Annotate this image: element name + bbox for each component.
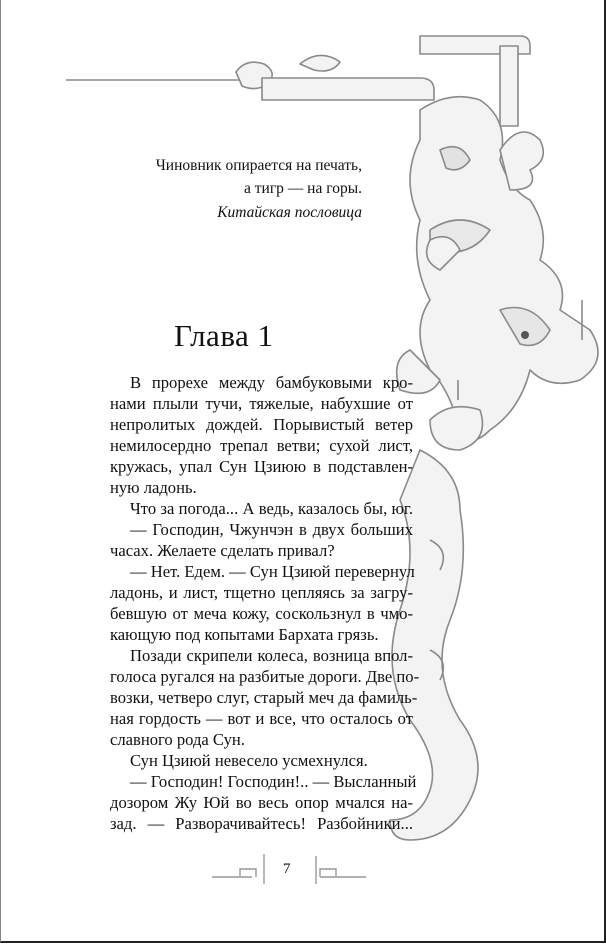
- text-line: бевшую от меча кожу, соскользнул в чмо-: [110, 604, 413, 623]
- text-line: Позади скрипели колеса, возница впол-: [130, 646, 413, 665]
- text-line: часах. Желаете сделать привал?: [110, 541, 335, 560]
- page-number: 7: [283, 861, 291, 877]
- text-line: — Нет. Едем. — Сун Цзиюй перевернул: [130, 562, 415, 581]
- text-line: возки, четверо слуг, старый меч да фамиль-: [110, 688, 418, 707]
- text-line: — Господин! Господин!.. — Высланный: [130, 772, 417, 791]
- epigraph-line: а тигр — на горы.: [244, 180, 362, 197]
- text-line: Что за погода... А ведь, казалось бы, юг.: [130, 499, 413, 518]
- chapter-body-text: [110, 372, 420, 834]
- epigraph-source: Китайская пословица: [217, 204, 362, 221]
- text-line: славного рода Сун.: [110, 730, 245, 749]
- text-line: зад. — Разворачивайтесь! Разбойники...: [110, 814, 413, 833]
- text-line: кающую под копытами Бархата грязь.: [110, 625, 379, 644]
- text-line: В прорехе между бамбуковыми кро-: [130, 373, 413, 392]
- text-line: дозором Жу Юй во весь опор мчался на-: [110, 793, 413, 812]
- chapter-title: Глава 1: [174, 318, 274, 353]
- text-line: нами плыли тучи, тяжелые, набухшие от: [110, 394, 413, 413]
- text-line: ную ладонь.: [110, 478, 197, 497]
- text-line: Сун Цзиюй невесело усмехнулся.: [130, 751, 368, 770]
- text-line: немилосердно трепал ветви; сухой лист,: [110, 436, 413, 455]
- text-line: ладонь, и лист, тщетно цепляясь за загру-: [110, 583, 413, 602]
- text-line: кружась, упал Сун Цзиюю в подставлен-: [110, 457, 413, 476]
- text-line: ная гордость — вот и все, что осталось от: [110, 709, 413, 728]
- text-line: — Господин, Чжунчэн в двух больших: [130, 520, 413, 539]
- epigraph-line: Чиновник опирается на печать,: [155, 157, 362, 174]
- text-line: голоса ругался на разбитые дороги. Две по-: [110, 667, 420, 686]
- text-line: непролитых дождей. Порывистый ветер: [110, 415, 413, 434]
